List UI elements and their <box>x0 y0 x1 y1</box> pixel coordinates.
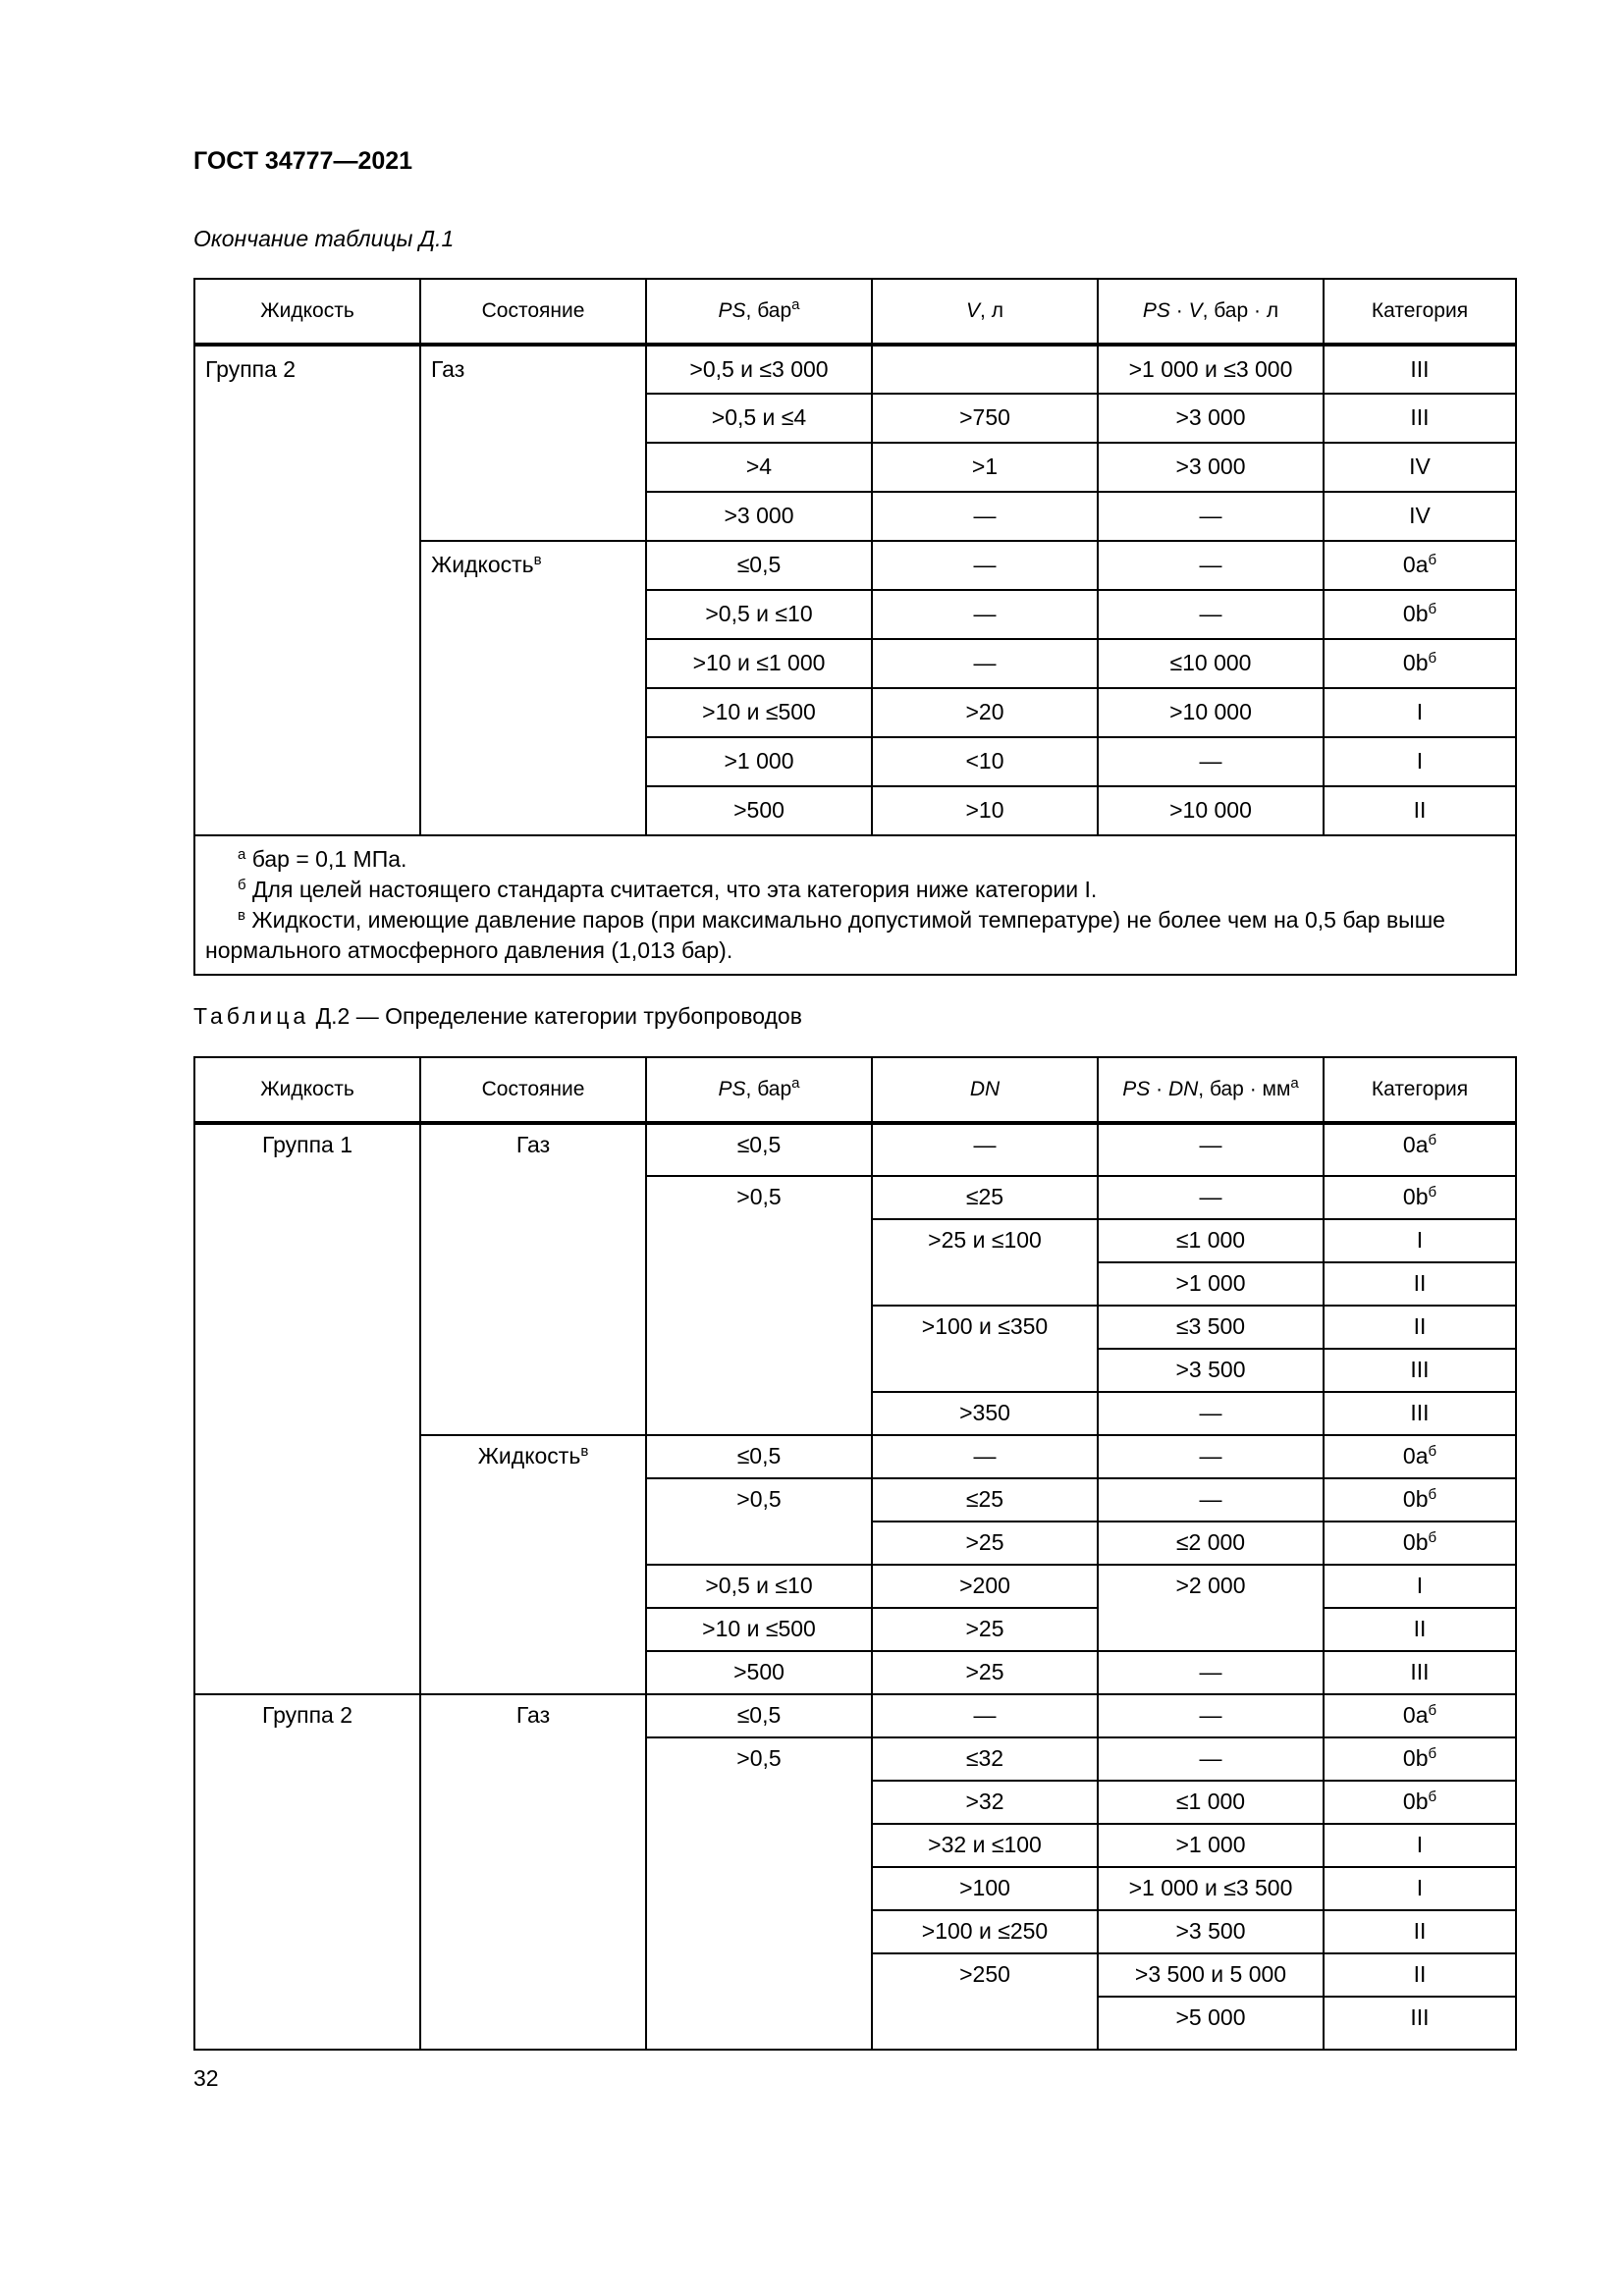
table-header-row <box>194 279 1516 345</box>
category-cell: III <box>1324 1349 1516 1392</box>
category-cell: $0a^б$ <box>1324 1435 1516 1478</box>
col-header-ps-dn: PS · DN, бар · $мм^a$ <box>1098 1057 1324 1123</box>
table-notes-row <box>194 835 1516 975</box>
ps-dn-cell: ≤1 000 <box>1098 1219 1324 1262</box>
category-cell: II <box>1324 786 1516 835</box>
ps-dn-cell: >2 000 <box>1098 1565 1324 1651</box>
col-header-v: V, л <box>872 279 1098 345</box>
ps-cell: ≤0,5 <box>646 1694 872 1737</box>
category-cell: III <box>1324 1997 1516 2050</box>
ps-dn-cell: — <box>1098 1176 1324 1219</box>
ps-cell: >0,5 и ≤4 <box>646 394 872 443</box>
group-cell: Группа 1 <box>194 1123 420 1694</box>
category-cell: $0b^б$ <box>1324 639 1516 688</box>
col-header-category: Категория <box>1324 279 1516 345</box>
category-cell: III <box>1324 345 1516 394</box>
ps-dn-cell: >1 000 <box>1098 1824 1324 1867</box>
col-header-category: Категория <box>1324 1057 1516 1123</box>
table-row <box>194 1694 1516 1737</box>
dn-cell: >100 и ≤250 <box>872 1910 1098 1953</box>
ps-dn-cell: >5 000 <box>1098 1997 1324 2050</box>
ps-v-cell: >3 000 <box>1098 394 1324 443</box>
col-header-fluid: Жидкость <box>194 279 420 345</box>
ps-cell: >10 и ≤500 <box>646 1608 872 1651</box>
category-cell: I <box>1324 1565 1516 1608</box>
ps-cell: >0,5 и ≤10 <box>646 1565 872 1608</box>
ps-dn-cell: — <box>1098 1651 1324 1694</box>
ps-cell: ≤0,5 <box>646 1435 872 1478</box>
ps-cell: >4 <box>646 443 872 492</box>
category-cell: $0b^б$ <box>1324 1737 1516 1781</box>
col-header-state: Состояние <box>420 279 646 345</box>
ps-v-cell: >10 000 <box>1098 786 1324 835</box>
table-row <box>194 1123 1516 1176</box>
category-cell: II <box>1324 1262 1516 1306</box>
col-header-ps: PS, бар$^a$ <box>646 1057 872 1123</box>
ps-cell: >0,5 <box>646 1737 872 2050</box>
dn-cell: — <box>872 1123 1098 1176</box>
ps-dn-cell: — <box>1098 1435 1324 1478</box>
ps-cell: >3 000 <box>646 492 872 541</box>
dn-cell: >350 <box>872 1392 1098 1435</box>
v-cell: >1 <box>872 443 1098 492</box>
category-cell: III <box>1324 394 1516 443</box>
state-cell-gas: Газ <box>420 1694 646 2050</box>
ps-v-cell: — <box>1098 492 1324 541</box>
ps-v-cell: >10 000 <box>1098 688 1324 737</box>
category-cell: $0b^б$ <box>1324 1522 1516 1565</box>
ps-v-cell: — <box>1098 590 1324 639</box>
ps-cell: >500 <box>646 786 872 835</box>
ps-cell: ≤0,5 <box>646 541 872 590</box>
ps-dn-cell: >1 000 и ≤3 500 <box>1098 1867 1324 1910</box>
category-cell: II <box>1324 1306 1516 1349</box>
state-cell-liquid: Жидкость$^в$ <box>420 1435 646 1694</box>
v-cell: <10 <box>872 737 1098 786</box>
v-cell: — <box>872 590 1098 639</box>
category-cell: IV <box>1324 443 1516 492</box>
state-cell-gas: Газ <box>420 1123 646 1435</box>
table-d1-caption: Окончание таблицы Д.1 <box>193 226 455 251</box>
table-d2-caption: Таблица Д.2 — Определение категории трубопроводов <box>193 1003 802 1029</box>
category-cell: $0b^б$ <box>1324 1478 1516 1522</box>
dn-cell: ≤25 <box>872 1176 1098 1219</box>
ps-v-cell: >3 000 <box>1098 443 1324 492</box>
table-header-row <box>194 1057 1516 1123</box>
group-cell: Группа 2 <box>194 345 420 835</box>
table-d2 <box>193 1056 1517 2051</box>
ps-cell: ≤0,5 <box>646 1123 872 1176</box>
col-header-ps: PS, бар$^a$ <box>646 279 872 345</box>
ps-cell: >0,5 и ≤3 000 <box>646 345 872 394</box>
v-cell: >750 <box>872 394 1098 443</box>
dn-cell: >200 <box>872 1565 1098 1608</box>
category-cell: $0a^б$ <box>1324 1123 1516 1176</box>
ps-v-cell: — <box>1098 737 1324 786</box>
table-notes <box>194 835 1516 975</box>
col-header-ps-v: PS · V, бар · л <box>1098 279 1324 345</box>
category-cell: I <box>1324 1824 1516 1867</box>
dn-cell: >100 и ≤350 <box>872 1306 1098 1392</box>
category-cell: $0b^б$ <box>1324 1176 1516 1219</box>
dn-cell: ≤25 <box>872 1478 1098 1522</box>
col-header-state: Состояние <box>420 1057 646 1123</box>
category-cell: I <box>1324 1867 1516 1910</box>
ps-dn-cell: ≤3 500 <box>1098 1306 1324 1349</box>
ps-dn-cell: ≤1 000 <box>1098 1781 1324 1824</box>
dn-cell: >32 и ≤100 <box>872 1824 1098 1867</box>
category-cell: $0b^б$ <box>1324 1781 1516 1824</box>
v-cell: >20 <box>872 688 1098 737</box>
dn-cell: >25 <box>872 1651 1098 1694</box>
document-header: ГОСТ 34777—2021 <box>193 147 413 175</box>
ps-dn-cell: ≤2 000 <box>1098 1522 1324 1565</box>
ps-dn-cell: — <box>1098 1478 1324 1522</box>
ps-dn-cell: — <box>1098 1392 1324 1435</box>
category-cell: $0a^б$ <box>1324 541 1516 590</box>
ps-v-cell: ≤10 000 <box>1098 639 1324 688</box>
category-cell: III <box>1324 1651 1516 1694</box>
ps-cell: >10 и ≤1 000 <box>646 639 872 688</box>
footnote-b: $^б$ Для целей настоящего стандарта считается, что эта категория ниже категории I. <box>238 877 1098 902</box>
ps-dn-cell: >3 500 и 5 000 <box>1098 1953 1324 1997</box>
category-cell: II <box>1324 1910 1516 1953</box>
dn-cell: — <box>872 1435 1098 1478</box>
dn-cell: >25 и ≤100 <box>872 1219 1098 1306</box>
ps-dn-cell: >3 500 <box>1098 1349 1324 1392</box>
ps-cell: >500 <box>646 1651 872 1694</box>
state-cell-liquid: Жидкость$^в$ <box>420 541 646 835</box>
group-cell: Группа 2 <box>194 1694 420 2050</box>
v-cell <box>872 345 1098 394</box>
ps-cell: >10 и ≤500 <box>646 688 872 737</box>
ps-v-cell: — <box>1098 541 1324 590</box>
ps-dn-cell: >1 000 <box>1098 1262 1324 1306</box>
category-cell: $0b^б$ <box>1324 590 1516 639</box>
dn-cell: >25 <box>872 1608 1098 1651</box>
category-cell: $0a^б$ <box>1324 1694 1516 1737</box>
dn-cell: >100 <box>872 1867 1098 1910</box>
ps-dn-cell: — <box>1098 1694 1324 1737</box>
state-cell-gas: Газ <box>420 345 646 541</box>
dn-cell: >32 <box>872 1781 1098 1824</box>
table-row <box>194 345 1516 394</box>
footnote-v: $^в$ Жидкости, имеющие давление паров (при максимально допустимой температуре) не более чем на 0,5 бар выше нормального атмосферного давления (1,013 бар). <box>205 907 1445 963</box>
category-cell: I <box>1324 1219 1516 1262</box>
footnote-a: $^а$ бар = 0,1 МПа. <box>238 846 407 872</box>
category-cell: IV <box>1324 492 1516 541</box>
dn-cell: — <box>872 1694 1098 1737</box>
ps-cell: >0,5 и ≤10 <box>646 590 872 639</box>
dn-cell: >250 <box>872 1953 1098 2050</box>
category-cell: II <box>1324 1953 1516 1997</box>
ps-cell: >0,5 <box>646 1176 872 1435</box>
ps-cell: >0,5 <box>646 1478 872 1565</box>
category-cell: II <box>1324 1608 1516 1651</box>
category-cell: I <box>1324 737 1516 786</box>
ps-dn-cell: >3 500 <box>1098 1910 1324 1953</box>
ps-dn-cell: — <box>1098 1737 1324 1781</box>
v-cell: — <box>872 541 1098 590</box>
v-cell: — <box>872 492 1098 541</box>
category-cell: III <box>1324 1392 1516 1435</box>
table-d1 <box>193 278 1517 976</box>
page-number: 32 <box>193 2065 219 2091</box>
dn-cell: >25 <box>872 1522 1098 1565</box>
v-cell: — <box>872 639 1098 688</box>
ps-cell: >1 000 <box>646 737 872 786</box>
col-header-dn: DN <box>872 1057 1098 1123</box>
v-cell: >10 <box>872 786 1098 835</box>
ps-dn-cell: — <box>1098 1123 1324 1176</box>
ps-v-cell: >1 000 и ≤3 000 <box>1098 345 1324 394</box>
dn-cell: ≤32 <box>872 1737 1098 1781</box>
category-cell: I <box>1324 688 1516 737</box>
col-header-fluid: Жидкость <box>194 1057 420 1123</box>
